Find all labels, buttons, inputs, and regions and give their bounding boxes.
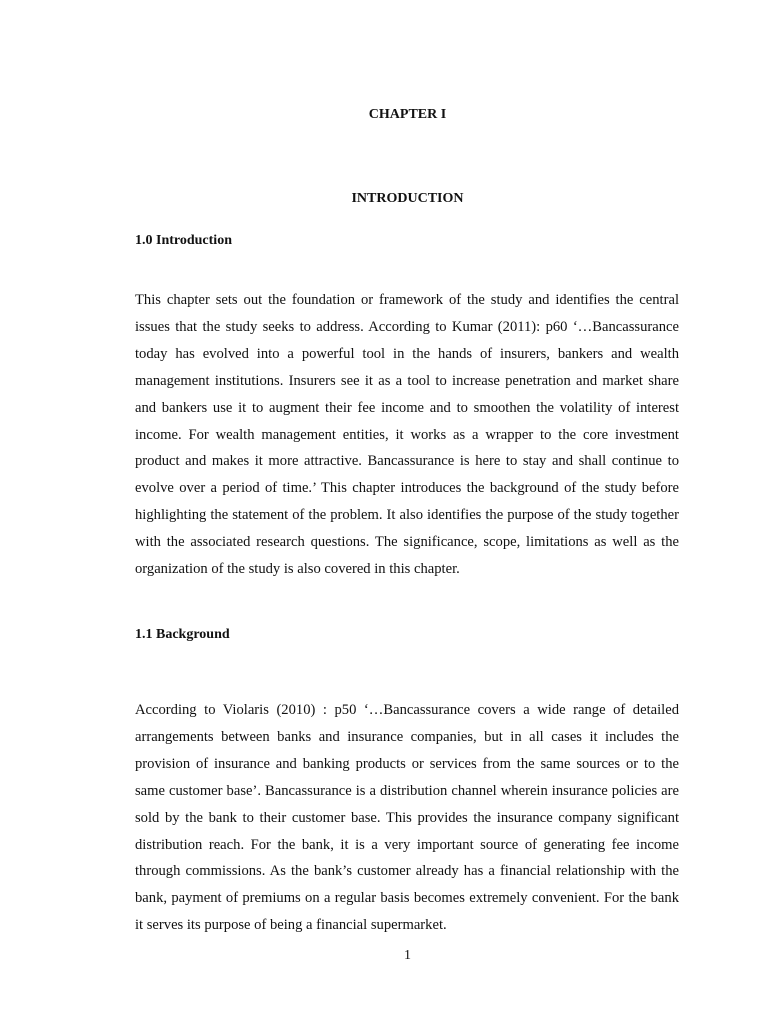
paragraph-background: According to Violaris (2010) : p50 ‘…Bancassurance covers a wide range of detailed arrangements between banks and insurance companies, but in all cases it includes the provision of insurance and banking products or services from the same sources or to the same customer base’. Bancassurance is a distribution channel wherein insurance policies are sold by the bank to their customer base. This provides the insurance company significant distribution reach. For the bank, it is a very important source of generating fee income through commissions. As the bank’s customer already has a financial relationship with the bank, payment of premiums on a regular basis becomes extremely convenient. For the bank it serves its purpose of being a financial supermarket. bbox=[135, 702, 679, 934]
paragraph-introduction: This chapter sets out the foundation or framework of the study and identifies the central issues that the study seeks to address. According to Kumar (2011): p60 ‘…Bancassurance today has evolved into a powerful tool in the hands of insurers, bankers and wealth management institutions. Insurers see it as a tool to increase penetration and market share and bankers use it to augment their fee income and to smoothen the volatility of interest income. For wealth management entities, it works as a wrapper to the core investment product and makes it more attractive. Bancassurance is here to stay and shall continue to evolve over a period of time.’ This chapter introduces the background of the study before highlighting the statement of the problem. It also identifies the purpose of the study together with the associated research questions. The significance, scope, limitations as well as the organization of the study is also covered in this chapter. bbox=[135, 292, 679, 578]
page-number: 1 bbox=[404, 948, 411, 963]
section-heading-background: 1.1 Background bbox=[135, 627, 230, 642]
chapter-title: INTRODUCTION bbox=[351, 191, 464, 206]
chapter-label: CHAPTER I bbox=[368, 107, 447, 122]
section-heading-introduction: 1.0 Introduction bbox=[135, 233, 232, 248]
